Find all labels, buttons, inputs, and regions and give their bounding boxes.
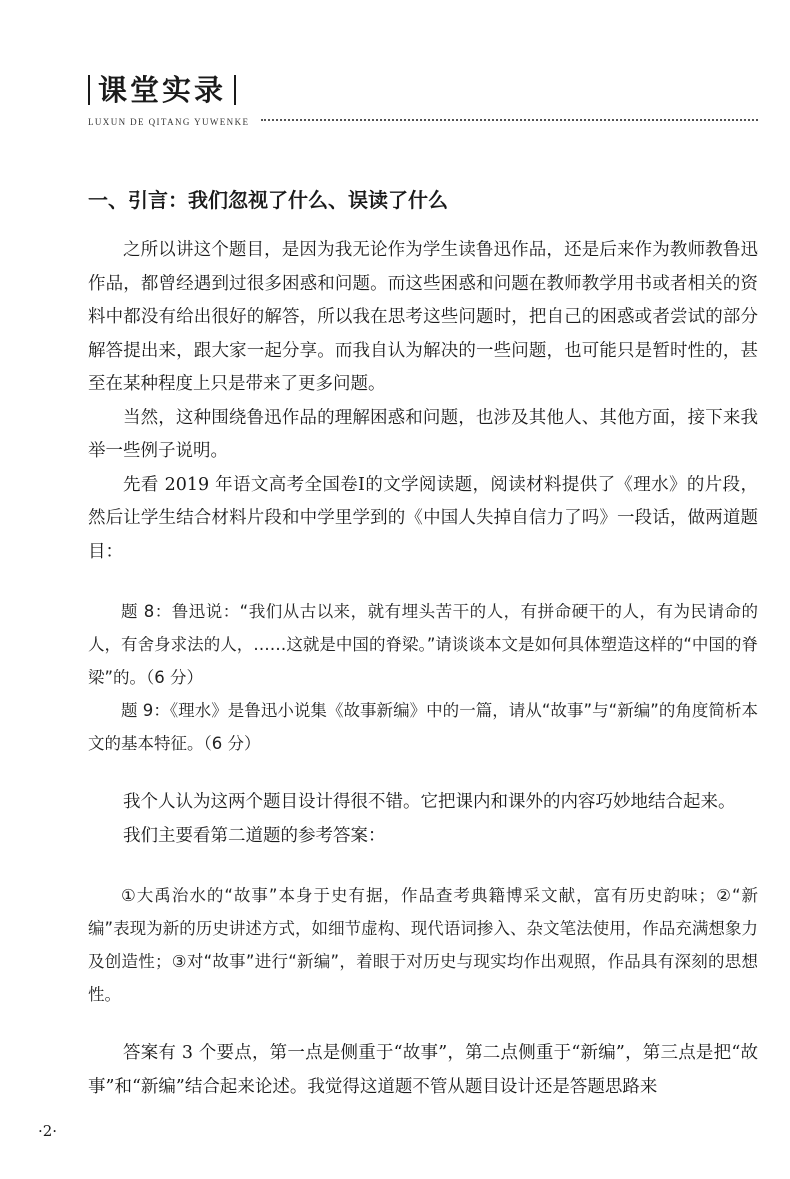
page-number: ·2· — [38, 1122, 58, 1140]
header-title: 课堂实录 — [98, 73, 227, 107]
paragraph-answer-intro: 我们主要看第二道题的参考答案： — [123, 825, 386, 846]
question-8: 题 8：鲁迅说：“我们从古以来，就有埋头苦干的人，有拼命硬干的人，有为民请命的人，有舍身求法的人，……这就是中国的脊梁。”请谈谈本文是如何具体塑造这样的“中国的脊梁”的。（6 分） — [88, 602, 758, 687]
section-header — [88, 70, 236, 110]
header-subtitle-row — [88, 117, 758, 127]
paragraph-intro: 之所以讲这个题目，是因为我无论作为学生读鲁迅作品，还是后来作为教师教鲁迅作品，都曾经遇到过很多困惑和问题。而这些困惑和问题在教师教学用书或者相关的资料中都没有给出很好的解答，所以我在思考这些问题时，把自己的困惑或者尝试的部分解答提出来，跟大家一起分享。而我自认为解决的一些问题，也可能只是暂时性的，甚至在某种程度上只是带来了更多问题。 — [88, 240, 758, 394]
header-subtitle: LUXUN DE QITANG YUWENKE — [88, 117, 250, 127]
header-left-bar — [88, 75, 90, 105]
page-content — [88, 180, 758, 1104]
dotted-divider — [261, 119, 758, 121]
paragraph-analysis: 答案有 3 个要点，第一点是侧重于“故事”，第二点侧重于“新编”，第三点是把“故事”和“新编”结合起来论述。我觉得这道题不管从题目设计还是答题思路来 — [88, 1043, 758, 1097]
question-9: 题 9：《理水》是鲁迅小说集《故事新编》中的一篇，请从“故事”与“新编”的角度简析本文的基本特征。（6 分） — [88, 701, 758, 753]
paragraph-exam: 先看 2019 年语文高考全国卷Ⅰ的文学阅读题，阅读材料提供了《理水》的片段，然后让学生结合材料片段和中学里学到的《中国人失掉自信力了吗》一段话，做两道题目： — [88, 474, 758, 562]
paragraph-opinion: 我个人认为这两个题目设计得很不错。它把课内和课外的内容巧妙地结合起来。 — [123, 792, 736, 812]
reference-answer: ①大禹治水的“故事”本身于史有据，作品查考典籍博采文献，富有历史韵味；②“新编”表现为新的历史讲述方式，如细节虚构、现代语词掺入、杂文笔法使用，作品充满想象力及创造性；③对“故事”进行“新编”，着眼于对历史与现实均作出观照，作品具有深刻的思想性。 — [88, 886, 758, 1004]
header-right-bar — [234, 75, 236, 105]
section-heading: 一、引言：我们忽视了什么、误读了什么 — [88, 188, 448, 212]
paragraph-examples: 当然，这种围绕鲁迅作品的理解困惑和问题，也涉及其他人、其他方面，接下来我举一些例子说明。 — [88, 407, 758, 461]
